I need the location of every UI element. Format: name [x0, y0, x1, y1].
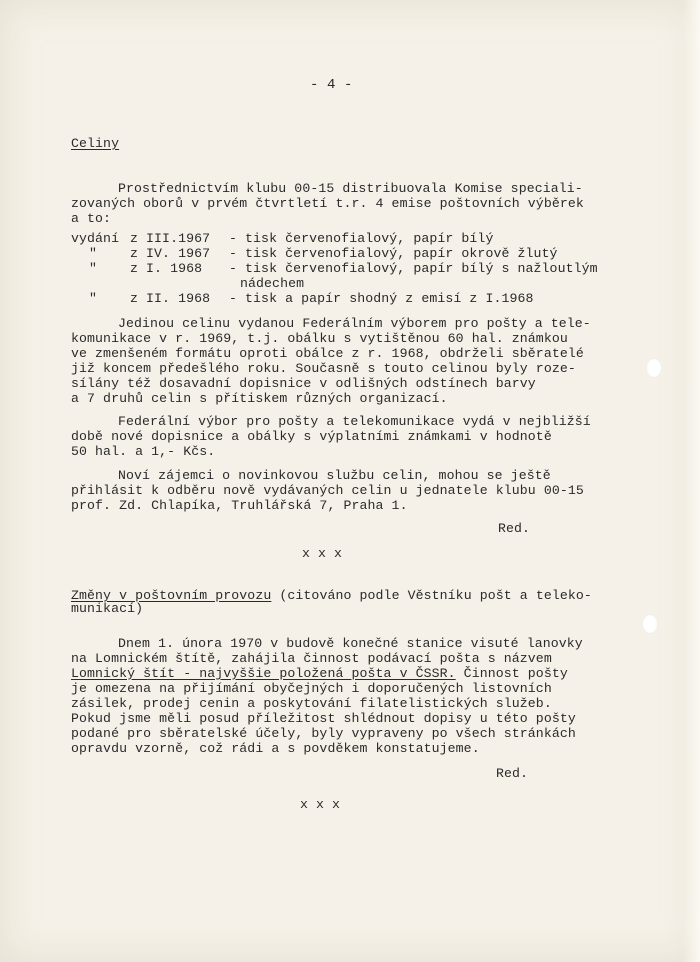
paragraph-line: Pokud jsme měli posud příležitost shlédnout dopisy u této pošty	[71, 711, 576, 726]
paragraph-line: ve zmenšeném formátu oproti obálce z r. 1968, obdrželi sběratelé	[71, 346, 584, 361]
paragraph-line: Noví zájemci o novinkovou službu celin, mohou se ještě	[118, 468, 551, 483]
paragraph-line: 50 hal. a 1,- Kčs.	[71, 444, 216, 459]
section-separator: x x x	[302, 546, 343, 561]
section-heading-celiny: Celiny	[71, 136, 120, 151]
issue-ref: z I. 1968	[130, 261, 203, 276]
issue-desc: - tisk červenofialový, papír okrově žlutý	[229, 246, 558, 261]
issue-ref: z IV. 1967	[130, 246, 211, 261]
punch-hole-top	[646, 358, 662, 378]
paragraph-line: a 7 druhů celin s přítiskem různých organizací.	[71, 391, 448, 406]
paragraph-line: opravdu vzorně, což rádi a s povděkem konstatujeme.	[71, 741, 480, 756]
paragraph-line: přihlásit k odběru nově vydávaných celin u jednatele klubu 00-15	[71, 483, 584, 498]
issue-desc-continuation: nádechem	[240, 276, 305, 291]
issue-mark: "	[89, 261, 98, 276]
paragraph-line: Jedinou celinu vydanou Federálním výborem pro pošty a tele-	[118, 316, 591, 331]
punch-hole-bottom	[642, 614, 658, 634]
issue-mark: "	[89, 246, 98, 261]
issue-mark: "	[89, 291, 98, 306]
post-office-name: Lomnický štít - najvyššie položená pošta v ČSSR.	[71, 666, 456, 681]
paragraph-line: na Lomnickém štítě, zahájila činnost podávací pošta s názvem	[71, 651, 552, 666]
signature: Red.	[496, 766, 529, 781]
paragraph-line: Dnem 1. února 1970 v budově konečné stanice visuté lanovky	[118, 636, 583, 651]
paragraph-line: již koncem předešlého roku. Současně s touto celinou byly roze-	[71, 361, 576, 376]
paragraph-line: komunikace v r. 1969, t.j. obálku s vytištěnou 60 hal. známkou	[71, 331, 568, 346]
paragraph-line: Federální výbor pro pošty a telekomunikace vydá v nejbližší	[118, 414, 591, 429]
issue-desc: - tisk červenofialový, papír bílý	[229, 231, 494, 246]
paragraph-line: prof. Zd. Chlapíka, Truhlářská 7, Praha 1.	[71, 498, 408, 513]
page-number: - 4 -	[310, 77, 353, 93]
section-separator: x x x	[300, 797, 341, 812]
paragraph-line: podané pro sběratelské účely, byly vypraveny po všech stránkách	[71, 726, 576, 741]
heading-note-continuation: munikací)	[71, 601, 144, 616]
intro-line-2: zovaných oborů v prvém čtvrtletí t.r. 4 emise poštovních výběrek	[71, 196, 584, 211]
paragraph-line: sílány též dosavadní dopisnice v odlišných odstínech barvy	[71, 376, 536, 391]
section-heading-line	[71, 588, 592, 603]
paragraph-line: zásilek, prodej cenin a poskytování filatelistických služeb.	[71, 696, 552, 711]
paper-edge	[682, 0, 700, 962]
intro-line-1: Prostřednictvím klubu 00-15 distribuovala Komise speciali-	[118, 181, 583, 196]
issue-desc: - tisk červenofialový, papír bílý s nažloutlým	[229, 261, 598, 276]
paragraph-line: je omezena na přijímání obyčejných i doporučených listovních	[71, 681, 552, 696]
intro-line-3: a to:	[71, 211, 112, 226]
issue-desc: - tisk a papír shodný z emisí z I.1968	[229, 291, 534, 306]
issue-ref: z III.1967	[130, 231, 211, 246]
issue-ref: z II. 1968	[130, 291, 211, 306]
section-heading-zmeny: Změny v poštovním provozu	[71, 588, 272, 603]
paragraph-line: době nové dopisnice a obálky s výplatními známkami v hodnotě	[71, 429, 552, 444]
issue-mark: vydání	[71, 231, 120, 246]
heading-note: (citováno podle Věstníku pošt a teleko-	[271, 588, 592, 603]
signature: Red.	[498, 521, 531, 536]
paragraph-line: Lomnický štít - najvyššie položená pošta v ČSSR. Činnost pošty	[71, 666, 568, 681]
